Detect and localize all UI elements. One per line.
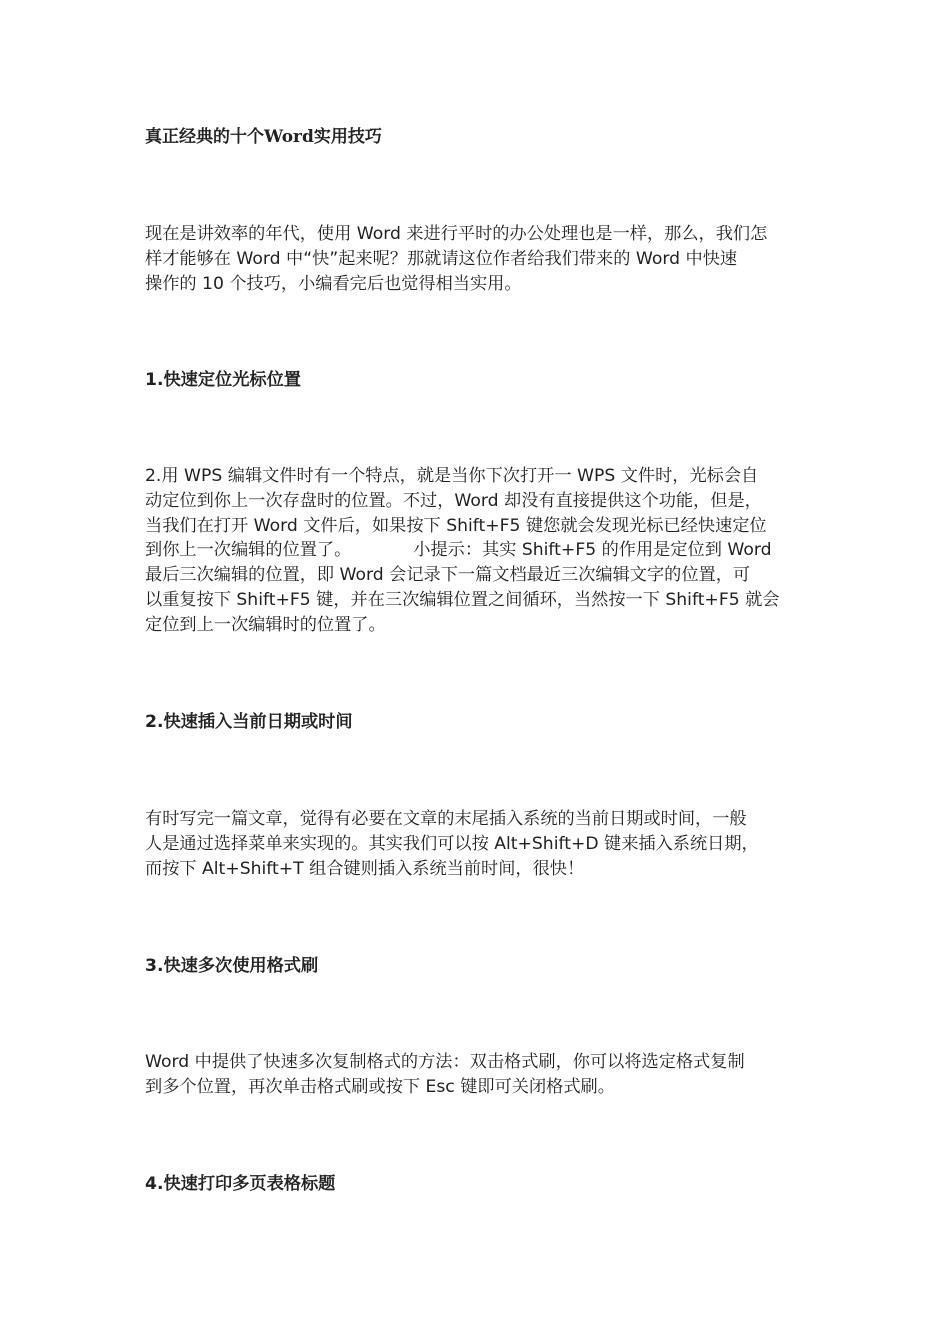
paragraph-line: 操作的 10 个技巧，小编看完后也觉得相当实用。 xyxy=(145,273,522,294)
paragraph-line: Word 中提供了快速多次复制格式的方法：双击格式刷，你可以将选定格式复制 xyxy=(145,1052,745,1072)
section-heading-1: 1.快速定位光标位置 xyxy=(145,370,301,390)
paragraph-line: 定位到上一次编辑时的位置了。 xyxy=(145,614,386,635)
paragraph-line: 有时写完一篇文章，觉得有必要在文章的末尾插入系统的当前日期或时间，一般 xyxy=(145,809,747,829)
paragraph-line: 2.用 WPS 编辑文件时有一个特点，就是当你下次打开一 WPS 文件时，光标会自 xyxy=(145,466,759,486)
paragraph-line: 最后三次编辑的位置，即 Word 会记录下一篇文档最近三次编辑文字的位置，可 xyxy=(145,565,751,586)
section-3-paragraph xyxy=(145,1050,810,1100)
section-heading-3: 3.快速多次使用格式刷 xyxy=(145,956,319,976)
paragraph-line: 人是通过选择菜单来实现的。其实我们可以按 Alt+Shift+D 键来插入系统日期， xyxy=(145,833,759,854)
document-title: 真正经典的十个Word实用技巧 xyxy=(145,127,382,147)
section-1-paragraph xyxy=(145,464,810,638)
section-heading-4: 4.快速打印多页表格标题 xyxy=(145,1174,336,1194)
paragraph-line-text: 到你上一次编辑的位置了。 xyxy=(145,540,352,561)
intro-paragraph xyxy=(145,222,810,296)
paragraph-line: 以重复按下 Shift+F5 键，并在三次编辑位置之间循环，当然按一下 Shift+F5 就会 xyxy=(145,589,780,610)
paragraph-line: 而按下 Alt+Shift+T 组合键则插入系统当前时间，很快！ xyxy=(145,858,585,879)
section-heading-2: 2.快速插入当前日期或时间 xyxy=(145,712,353,732)
section-2-paragraph xyxy=(145,807,810,881)
paragraph-line: 到多个位置，再次单击格式刷或按下 Esc 键即可关闭格式刷。 xyxy=(145,1076,615,1097)
paragraph-line: 动定位到你上一次存盘时的位置。不过，Word 却没有直接提供这个功能，但是， xyxy=(145,490,762,511)
paragraph-line: 样才能够在 Word 中“快”起来呢？那就请这位作者给我们带来的 Word 中快速 xyxy=(145,248,738,269)
paragraph-line: 当我们在打开 Word 文件后，如果按下 Shift+F5 键您就会发现光标已经快速定位 xyxy=(145,515,767,536)
paragraph-line: 现在是讲效率的年代，使用 Word 来进行平时的办公处理也是一样，那么，我们怎 xyxy=(145,224,768,244)
paragraph-line-with-tip xyxy=(145,538,810,563)
tip-text: 小提示：其实 Shift+F5 的作用是定位到 Word xyxy=(413,540,772,561)
